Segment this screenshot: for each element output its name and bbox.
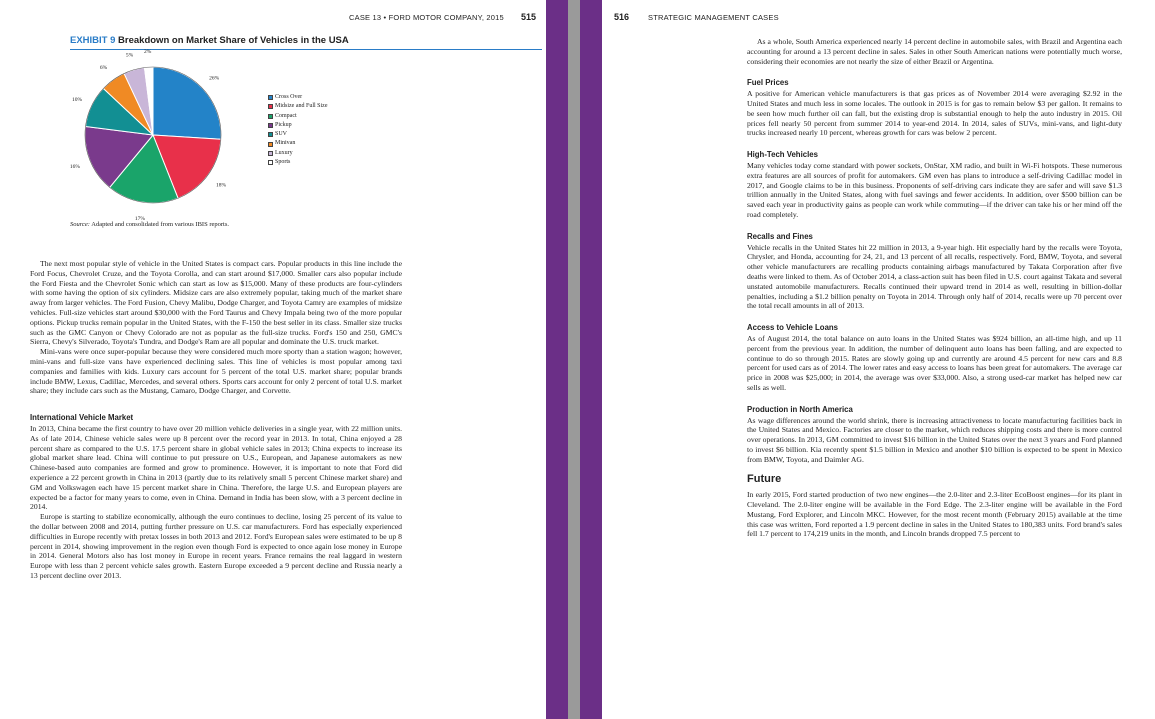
legend-label: Luxury bbox=[275, 149, 293, 156]
section-heading: High-Tech Vehicles bbox=[747, 150, 818, 160]
paragraph: A positive for American vehicle manufacturers is that gas prices as of November 2014 were averaging $2.92 in the United States and much less in some locales. The outlook in 2015 is for gas to remain below $3 per gallon. It remains to be seen how much further oil can fall, but the existing drop is substantial enough to help the auto industry in 2015. Oil prices fell nearly 50 percent from summer 2014 to year-end 2014. In 2014, sales of SUVs, mini-vans, and light-duty trucks increased nearly 10 percent, whereas growth for cars was below 2 percent. bbox=[747, 89, 1122, 138]
exhibit-source bbox=[70, 221, 229, 228]
market-share-pie-chart bbox=[58, 49, 248, 222]
page-gutter-right bbox=[580, 0, 602, 719]
legend-item bbox=[268, 158, 328, 167]
paragraph: Many vehicles today come standard with power sockets, OnStar, XM radio, and built in Wi-Fi hotspots. These numerous extra features are all sources of profit for automakers. GM even has plans to introduce a self-driving Cadillac model in 2017, and Google claims to be in this business. Proponents of self-driving cars indicate they are safer and will save $1.3 trillion annually in the United States, along with fuel savings and fewer accidents. In addition, over $500 billion can be saved each year in productivity gains as people can work while commuting—if the driver can take his or her mind off the road completely. bbox=[747, 160, 1122, 219]
legend-swatch bbox=[268, 104, 273, 109]
source-text: Adapted and consolidated from various IBIS reports. bbox=[91, 221, 229, 228]
pie-data-label: 16% bbox=[69, 163, 80, 170]
exhibit-label: EXHIBIT 9 bbox=[70, 35, 116, 46]
section-heading: International Vehicle Market bbox=[30, 413, 134, 423]
legend-label: Compact bbox=[275, 112, 297, 119]
pie-data-label: 18% bbox=[215, 182, 227, 189]
legend-item bbox=[268, 149, 328, 158]
paragraph: In early 2015, Ford started production of two new engines—the 2.0-liter and 2.3-liter EcoBoost engines—for its plant in Cleveland. The 2.0-liter engine will be available in the Ford Edge. The 2.3-liter engine will be available in the Ford Mustang, Ford Explorer, and Lincoln MKC. However, for the most recent month (February 2015) available at the time this case was written, Ford reported a 1.9 percent decline in sales in the United States to 180,383 units. Ford brand's sales fell 1.7 percent to 174,219 units in the month, and Lincoln brands dropped 7.5 percent to bbox=[747, 490, 1122, 539]
paragraph: In 2013, China became the first country to have over 20 million vehicle deliveries in a single year, with 22 million units. As of late 2014, Chinese vehicle sales were up 8 percent over the record year in 2013. In total, China enjoyed a 28 percent share as compared to the U.S. 17.5 percent share in global vehicle sales in 2013; China expects to increase its global market share lead. China will continue to put pressure on U.S., European, and Japanese automakers as new Chinese-based auto companies are formed and grow to prominence. However, it is important to note that Ford did experience a 22 percent growth in China in 2013 (partly due to its relatively small 5 percent Chinese market share) and GM and Volkswagen each have 15 percent market share in China. Therefore, the large U.S. and European players are expected be a factor for many years to come, even in China. Demand in India has been slow, with a 3 percent decline in 2014. bbox=[30, 423, 402, 512]
paragraph: Europe is starting to stabilize economically, although the euro continues to decline, losing 25 percent of its value to the dollar between 2008 and 2014, putting further pressure on U.S. car manufacturers. Ford has especially experienced difficulties in Europe recently with pretax losses in both 2013 and 2012. Ford's European sales were estimated to be up 8 percent in 2014, showing improvement in the region even though Ford is expected to once again lose money in Europe in 2014. General Motors also has lost money in Europe in recent years. France remains the real laggard in western Europe with less than 2 percent vehicle sales growth. Eastern Europe exceeded a 9 percent decline and Russia nearly a 13 percent decline over 2013. bbox=[30, 512, 402, 580]
page-number: 516 bbox=[614, 12, 630, 22]
legend-label: Midsize and Full Size bbox=[275, 103, 328, 110]
pie-data-label: 5% bbox=[125, 52, 134, 59]
section-heading: Access to Vehicle Loans bbox=[747, 323, 839, 333]
left-page bbox=[0, 0, 546, 719]
exhibit-title bbox=[70, 35, 349, 46]
future-heading: Future bbox=[747, 473, 782, 486]
legend-item bbox=[268, 121, 328, 130]
paragraph: The next most popular style of vehicle in the United States is compact cars. Popular products in this line include the Ford Focus, Chevrolet Cruze, and the Toyota Corolla, and can start around $17,000. Smaller cars also popular include the Ford Fiesta and the Chevrolet Sonic which can start as low as $15,000. Many of these products are four-cylinders with some having the option of six cylinders. Midsize cars are also extremely popular, taking much of the market share away from larger vehicles. The Ford Fusion, Chevy Malibu, Dodge Charger, and Toyota Camry are examples of midsize vehicles. Full-size vehicles start around $30,000 with the Ford Taurus and Chevy Impala being two of the more popular options. Pickup trucks remain popular in the United States, with the F-150 the best seller in its class. Smaller size trucks such as the GMC Canyon or Chevy Colorado are not as popular as the full-size trucks. Ford's 150 and 250, GMC's Sierra, Chevy's Silverado, Toyota's Tundra, and Dodge's Ram are all popular and dominate the U.S. truck market. bbox=[30, 259, 402, 347]
exhibit-divider bbox=[70, 49, 542, 50]
right-page bbox=[602, 0, 1155, 719]
running-head: STRATEGIC MANAGEMENT CASES bbox=[648, 13, 779, 22]
legend-label: Cross Over bbox=[275, 94, 303, 100]
legend-swatch bbox=[268, 123, 273, 128]
legend-item bbox=[268, 130, 328, 139]
legend-swatch bbox=[268, 142, 273, 147]
chart-legend bbox=[268, 93, 328, 167]
running-head: CASE 13 • FORD MOTOR COMPANY, 2015 bbox=[349, 13, 504, 22]
paragraph: Vehicle recalls in the United States hit 22 million in 2013, a 9-year high. Hit especially hard by the recalls were Toyota, Chrysler, and Honda, accounting for 24, 21, and 13 percent of all recalls, respectively. Ford, BMW, Toyota, and several other vehicle manufacturers are recalling products containing airbags manufactured by Takata Corporation after five deaths were linked to them. As of October 2014, a class-action suit has been filed in U.S. court against Takata and several unstated automobile manufacturers. Recalls continued their upward trend in 2014 as well, resulting in billion-dollar penalties, including a $1.2 billion penalty on Toyota in 2014. Through only half of 2014, recalls were up 70 percent over the total recall amounts in all of 2013. bbox=[747, 242, 1122, 311]
pie-data-label: 6% bbox=[99, 65, 108, 71]
paragraph: As wage differences around the world shrink, there is increasing attractiveness to locate manufacturing facilities back in the United States and Mexico. Factories are closer to the market, which reduces shipping costs and there is more control over operations. In 2013, GM committed to invest $16 billion in the United States over the next 3 years and Ford planned to invest $6 billion. Kia recently spent $1.5 billion in Mexico and another $10 billion is expected to be spent in Mexico from BMW, Toyota, and Daimler AG. bbox=[747, 415, 1122, 464]
legend-swatch bbox=[268, 114, 273, 119]
legend-label: Sports bbox=[275, 159, 291, 166]
pie-data-label: 26% bbox=[209, 75, 220, 82]
pie-data-label: 17% bbox=[134, 216, 145, 222]
legend-item bbox=[268, 112, 328, 121]
legend-label: Pickup bbox=[275, 121, 292, 128]
left-body-text bbox=[30, 259, 402, 581]
legend-item bbox=[268, 93, 328, 102]
paragraph: Mini-vans were once super-popular because they were considered much more sporty than a station wagon; however, mini-vans and full-size vans have experienced declining sales. This line of vehicles is most popular among taxi companies and families with kids. Luxury cars account for 5 percent of the total U.S. market share; popular brands include BMW, Lexus, Cadillac, Mercedes, and several others. Sports cars account for only 2 percent of total U.S. market share; they include cars such as the Mustang, Camaro, Dodge Charger, and Corvette. bbox=[30, 347, 402, 396]
pie-data-label: 2% bbox=[144, 49, 152, 56]
exhibit-heading: Breakdown on Market Share of Vehicles in the USA bbox=[118, 35, 349, 46]
page-gutter-left bbox=[546, 0, 568, 719]
page-binding bbox=[568, 0, 580, 719]
section-heading: Fuel Prices bbox=[747, 78, 789, 88]
page-number: 515 bbox=[521, 12, 537, 22]
legend-swatch bbox=[268, 160, 273, 165]
pie-data-label: 10% bbox=[71, 97, 83, 104]
legend-item bbox=[268, 139, 328, 148]
section-heading: Recalls and Fines bbox=[747, 231, 813, 241]
paragraph: As of August 2014, the total balance on auto loans in the United States was $924 billion, an all-time high, and up 11 percent from the previous year. In addition, the number of delinquent auto loans has been falling, and are expected to continue to do so through 2015. Rates are slowly going up and currently are around 4.5 percent for new cars and 8.8 percent for used cars as of 2014. The lower rates and easy access to loans has been great for automakers. The average car price in 2008 was $25,000; in 2014, the average was over $33,000. Also, a strong used-car market has helped new car sells as well. bbox=[747, 333, 1122, 392]
source-label: Source: bbox=[70, 221, 90, 228]
legend-item bbox=[268, 102, 328, 111]
legend-label: SUV bbox=[275, 131, 288, 138]
legend-swatch bbox=[268, 95, 273, 100]
section-heading: Production in North America bbox=[747, 404, 853, 414]
legend-swatch bbox=[268, 132, 273, 137]
legend-swatch bbox=[268, 151, 273, 156]
legend-label: Minivan bbox=[275, 140, 296, 147]
right-body-text bbox=[747, 37, 1122, 539]
paragraph: As a whole, South America experienced nearly 14 percent decline in automobile sales, with Brazil and Argentina each accounting for around a 13 percent decline in sales. Sales in other South American nations were potentially much worse, considering their economies are not nearly the size of either Brazil or Argentina. bbox=[747, 37, 1122, 66]
